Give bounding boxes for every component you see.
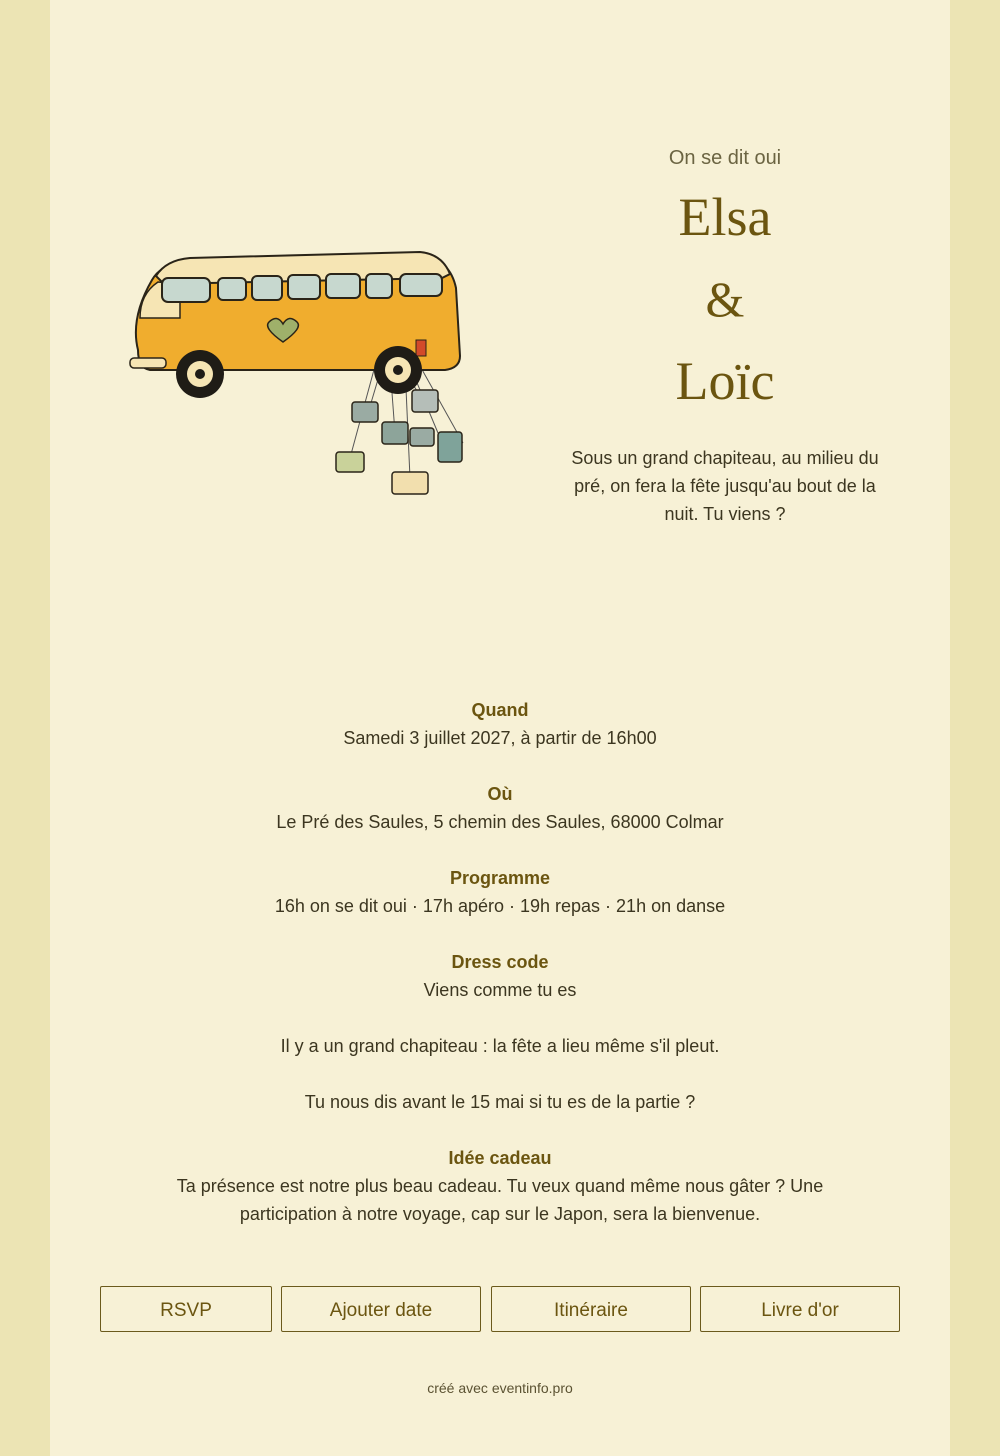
note-rain: [50, 1032, 950, 1060]
where-block: [50, 780, 950, 836]
note-rsvp-text: Tu nous dis avant le 15 mai si tu es de la partie ?: [304, 1092, 696, 1112]
where-value: Le Pré des Saules, 5 chemin des Saules, 68000 Colmar: [276, 812, 724, 832]
when-label: Quand: [471, 700, 529, 720]
note-rain-text: Il y a un grand chapiteau : la fête a lieu même s'il pleut.: [280, 1036, 720, 1056]
footer-credit[interactable]: créé avec eventinfo.pro: [427, 1380, 573, 1396]
partner-name-2: Loïc: [675, 351, 775, 411]
route-button[interactable]: Itinéraire: [491, 1286, 691, 1332]
ampersand: &: [705, 271, 745, 327]
event-details: [50, 696, 950, 1256]
when-value: Samedi 3 juillet 2027, à partir de 16h00: [343, 728, 657, 748]
gift-block: [150, 1144, 850, 1228]
dress-code-label: Dress code: [451, 952, 549, 972]
program-value: 16h on se dit oui · 17h apéro · 19h repas · 21h on danse: [274, 896, 726, 916]
partner-name-1: Elsa: [678, 187, 772, 247]
rsvp-button[interactable]: RSVP: [100, 1286, 272, 1332]
dress-code-block: [50, 948, 950, 1004]
note-rsvp-deadline: [50, 1088, 950, 1116]
when-block: [50, 696, 950, 752]
program-label: Programme: [449, 868, 551, 888]
vw-van-with-cans-icon: [120, 238, 490, 503]
add-date-button[interactable]: Ajouter date: [281, 1286, 481, 1332]
where-label: Où: [487, 784, 513, 804]
hero-kicker: On se dit oui: [668, 147, 782, 169]
van-illustration: [120, 238, 490, 503]
dress-code-value: Viens comme tu es: [423, 980, 577, 1000]
gift-value: Ta présence est notre plus beau cadeau. Tu veux quand même nous gâter ? Une participation à notre voyage, cap sur le Japon, sera la bienvenue.: [176, 1176, 824, 1224]
hero-intro: Sous un grand chapiteau, au milieu du pré, on fera la fête jusqu'au bout de la nuit. Tu viens ?: [571, 448, 879, 524]
hero: [555, 140, 895, 528]
invitation-card: [50, 0, 950, 1456]
program-block: [50, 864, 950, 920]
gift-label: Idée cadeau: [448, 1148, 552, 1168]
guestbook-button[interactable]: Livre d'or: [700, 1286, 900, 1332]
